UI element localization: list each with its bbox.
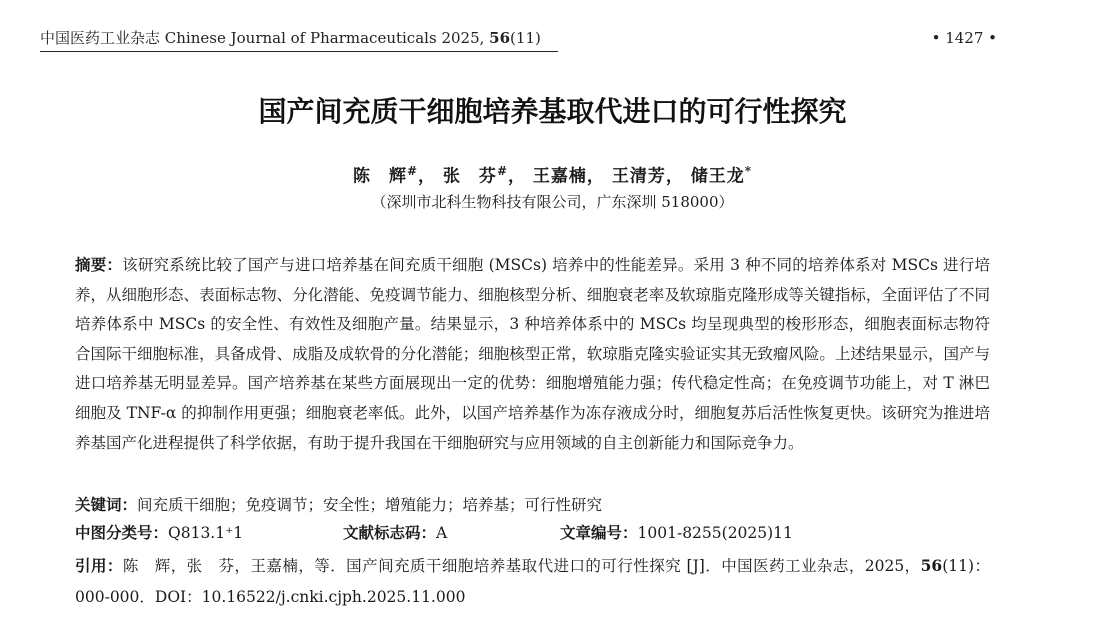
classification-line: [75, 520, 990, 546]
article-title: 国产间充质干细胞培养基取代进口的可行性探究: [258, 95, 847, 128]
citation-doi[interactable]: (11)：000-000．DOI：10.16522/j.cnki.cjph.2025.11.000: [75, 557, 990, 606]
author-name: 张 芬: [442, 166, 497, 187]
keywords-label: 关键词：: [75, 495, 138, 514]
running-header: [40, 28, 558, 52]
author-mark: *: [744, 164, 753, 178]
author-name: 王嘉楠: [532, 166, 587, 187]
article-value: 1001-8255(2025)11: [637, 524, 793, 542]
author-name: 王清芳: [611, 166, 666, 187]
abstract-text: 该研究系统比较了国产与进口培养基在间充质干细胞 (MSCs) 培养中的性能差异。采用 3 种不同的培养体系对 MSCs 进行培养，从细胞形态、表面标志物、分化潜能、免疫调节能力、细胞核型分析、细胞衰老率及软琼脂克隆形成等关键指标，全面评估了不同培养体系中 MSCs 的安全性、有效性及细胞产量。结果显示，3 种培养体系中的 MSCs 均呈现典型的梭形形态，细胞表面标志物符合国际干细胞标准，具备成骨、成脂及成软骨的分化潜能；细胞核型正常，软琼脂克隆实验证实其无致瘤风险。上述结果显示，国产与进口培养基无明显差异。国产培养基在某些方面展现出一定的优势：细胞增殖能力强；传代稳定性高；在免疫调节功能上，对 T 淋巴细胞及 TNF-α 的抑制作用更强；细胞衰老率低。此外，以国产培养基作为冻存液成分时，细胞复苏后活性恢复更快。该研究为推进培养基国产化进程提供了科学依据，有助于提升我国在干细胞研究与应用领域的自主创新能力和国际竞争力。: [75, 256, 990, 452]
citation-label: 引用：: [75, 556, 123, 575]
page-number: • 1427 •: [931, 29, 997, 47]
journal-issue: (11): [510, 29, 541, 47]
author-name: 陈 辉: [352, 166, 407, 187]
author-mark: #: [496, 164, 508, 178]
citation: [75, 550, 990, 613]
clc-label: 中图分类号：: [75, 523, 169, 542]
citation-volume: 56: [920, 556, 943, 575]
journal-year: 2025,: [441, 29, 485, 47]
abstract-label: 摘要：: [75, 255, 123, 274]
author-name: 储王龙: [690, 166, 745, 187]
citation-text: 陈 辉，张 芬，王嘉楠，等．国产间充质干细胞培养基取代进口的可行性探究 [J]．中国医药工业杂志，2025，: [122, 557, 921, 575]
journal-volume: 56: [489, 29, 511, 47]
article-label: 文章编号：: [560, 523, 638, 542]
author-mark: #: [406, 164, 419, 178]
clc-value: Q813.1⁺1: [168, 524, 244, 542]
journal-name-en: Chinese Journal of Pharmaceuticals: [164, 29, 437, 47]
keywords-text: 间充质干细胞；免疫调节；安全性；增殖能力；培养基；可行性研究: [137, 496, 603, 514]
abstract: [75, 250, 990, 458]
doc-value: A: [436, 524, 448, 542]
affiliation: （深圳市北科生物科技有限公司，广东深圳 518000）: [371, 193, 734, 211]
document-code: [343, 520, 447, 546]
clc-code: [75, 520, 243, 546]
article-number: [560, 520, 793, 546]
journal-name-cn: 中国医药工业杂志: [40, 29, 161, 47]
author-list: 陈 辉#， 张 芬#， 王嘉楠， 王清芳， 储王龙*: [352, 164, 753, 187]
keywords: [75, 492, 602, 518]
doc-label: 文献标志码：: [343, 523, 437, 542]
